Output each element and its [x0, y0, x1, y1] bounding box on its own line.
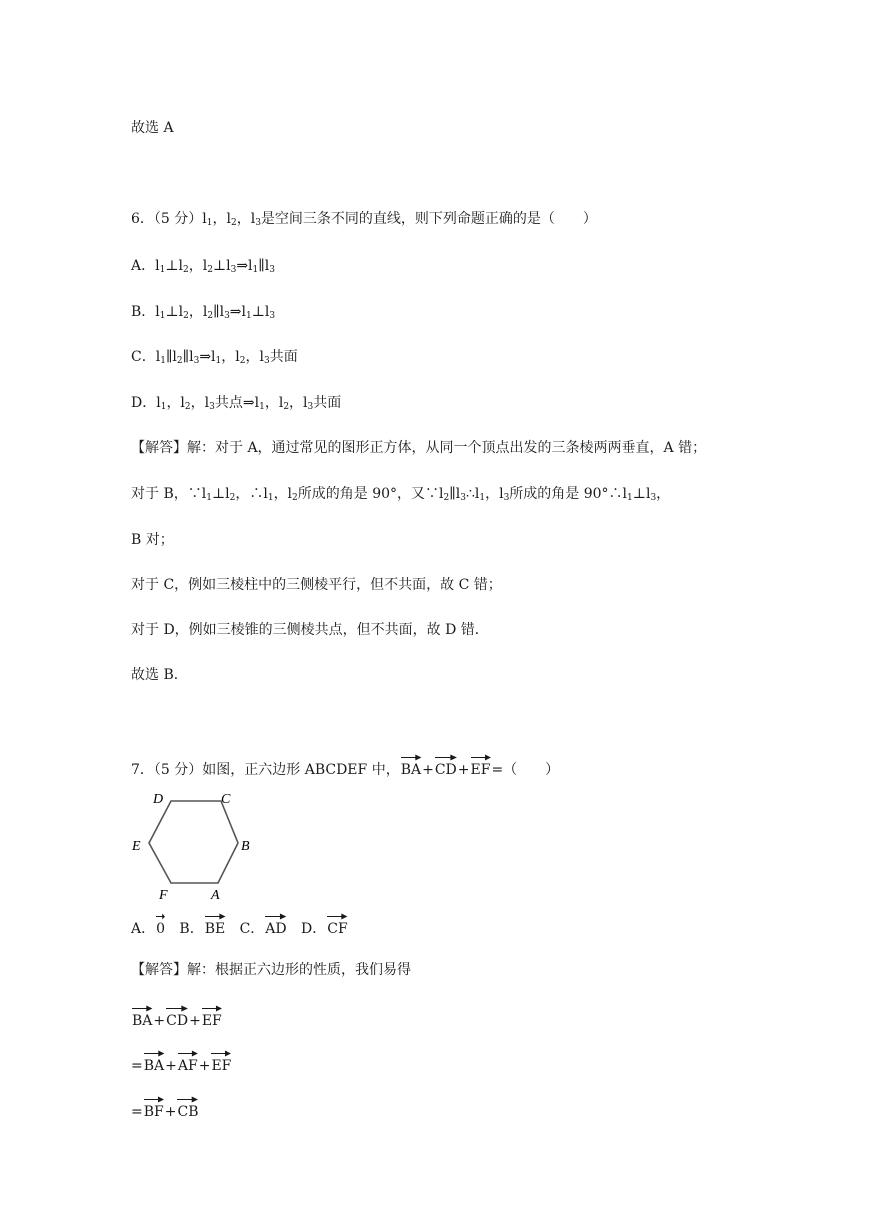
vector-ef: EF — [211, 1050, 231, 1076]
vertex-label-b: B — [241, 839, 250, 854]
vertex-label-d: D — [153, 792, 164, 807]
vector-ef: EF — [202, 1005, 222, 1031]
q6-stem: 6．（5 分）$l_1$，$l_2$，$l_3$是空间三条不同的直线，则下列命题正确的是（ ） — [131, 211, 597, 228]
q6-solution-4: 对于 C，例如三棱柱中的三侧棱平行，但不共面，故 C 错； — [131, 577, 502, 593]
q6-answer: 故选 B． — [131, 667, 188, 683]
q7-step-1: BA+ CD+ EF — [131, 1005, 223, 1031]
q6-solution-2: 对于 B，$\because l_1\perp l_2$，$\therefore l_1$，$l_2$所成的角是 90°，又$\because l_2\parallel l_3\therefore l_1$，$l_3$所成的角是 $90^\circ\therefore l_1\perp l_3$， — [131, 486, 671, 503]
vector-ba: BA — [144, 1050, 164, 1076]
hexagon-shape — [149, 801, 238, 883]
vertex-label-e: E — [132, 839, 141, 854]
vector-af: AF — [178, 1050, 198, 1076]
vector-ad: AD — [265, 913, 286, 939]
q6-solution-3: B 对； — [131, 532, 174, 548]
prev-answer: 故选 A — [131, 120, 174, 136]
vector-cb: CB — [177, 1096, 198, 1122]
vector-zero: 0 — [156, 913, 165, 939]
q7-stem: 7．（5 分）如图，正六边形 ABCDEF 中， BA+ CD+ EF=（ ） — [131, 754, 559, 780]
vertex-label-c: C — [221, 792, 231, 807]
q6-option-b: B．$l_1\perp l_2$，$l_2\parallel l_3\Rightarrow l_1\perp l_3$ — [131, 304, 276, 321]
vertex-label-f: F — [159, 888, 168, 903]
q7-step-3: = BF+ CB — [131, 1096, 199, 1122]
q6-solution-5: 对于 D，例如三棱锥的三侧棱共点，但不共面，故 D 错． — [131, 622, 489, 638]
hexagon-figure — [131, 787, 261, 903]
vector-cd: CD — [166, 1005, 188, 1031]
vertex-label-a: A — [211, 888, 220, 903]
q6-solution-1: 【解答】解：对于 A，通过常见的图形正方体，从同一个顶点出发的三条棱两两垂直，A 错； — [131, 440, 707, 456]
vector-cd: CD — [435, 754, 457, 780]
vector-ef: EF — [471, 754, 491, 780]
q7-options: A． 0 B． BE C． AD D． CF — [131, 913, 349, 939]
q7-step-2: = BA+ AF+ EF — [131, 1050, 232, 1076]
q6-option-d: D．$l_1$，$l_2$，$l_3$共点$\Rightarrow l_1$，$l_2$，$l_3$共面 — [131, 395, 342, 412]
vector-ba: BA — [401, 754, 421, 780]
vector-ba: BA — [132, 1005, 152, 1031]
vector-be: BE — [205, 913, 226, 939]
q7-solution-intro: 【解答】解：根据正六边形的性质，我们易得 — [131, 962, 411, 978]
vector-cf: CF — [327, 913, 347, 939]
vector-bf: BF — [144, 1096, 164, 1122]
q6-option-a: A．$l_1\perp l_2$，$l_2\perp l_3\Rightarrow l_1\parallel l_3$ — [131, 258, 275, 275]
q6-option-c: C．$l_1\parallel l_2\parallel l_3\Rightarrow l_1$，$l_2$，$l_3$共面 — [131, 349, 298, 366]
